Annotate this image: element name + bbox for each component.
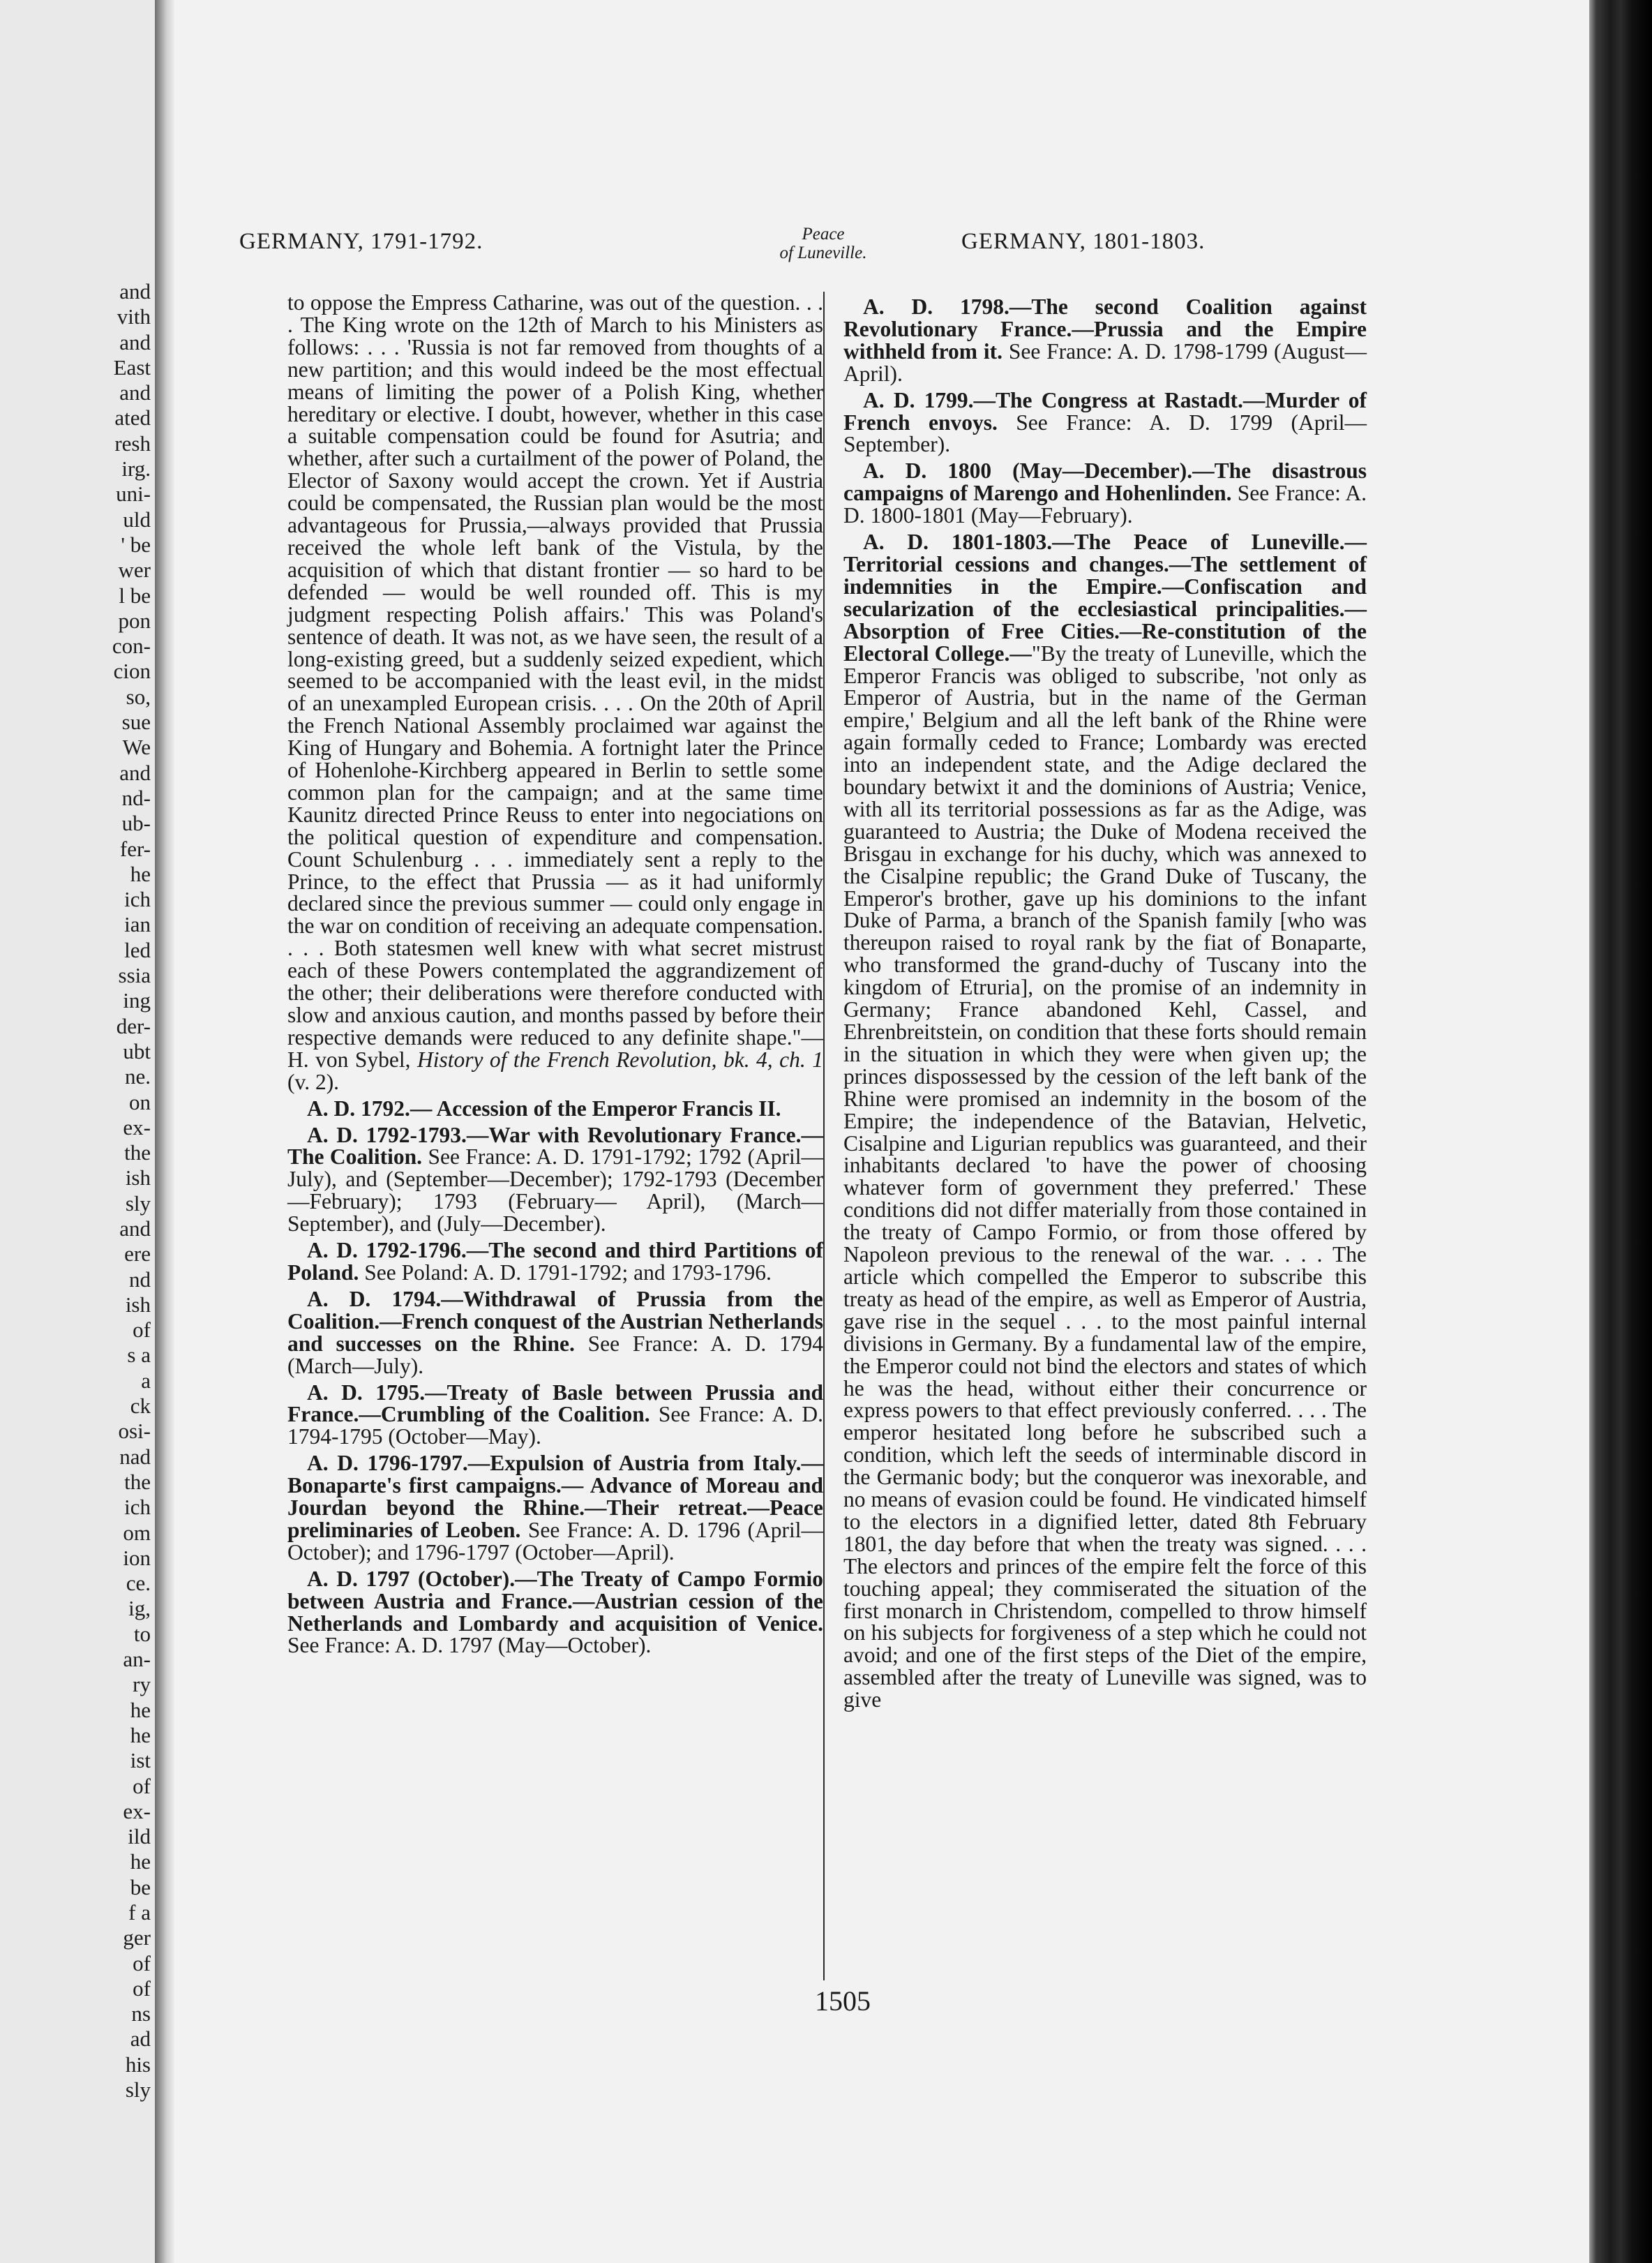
facing-page-line-fragment: ian <box>124 912 151 937</box>
entry-heading: A. D. 1798.—The second Coalition against Revolutionary France.—Prussia and the Empire withheld from it. <box>843 294 1367 364</box>
facing-page-line-fragment: of <box>133 1976 151 2001</box>
entry-heading: A. D. 1795.—Treaty of Basle between Prussia and France.—Crumbling of the Coalition. <box>287 1380 823 1427</box>
right-column <box>843 292 1367 1711</box>
entry-1801-1803 <box>843 531 1367 1711</box>
facing-page-line-fragment: and <box>119 329 151 354</box>
entry-heading: A. D. 1796-1797.—Expulsion of Austria from Italy.— Bonaparte's first campaigns.— Advance of Moreau and Jourdan beyond the Rhine.—Their retreat.—Peace preliminaries of Leoben. <box>287 1451 823 1542</box>
facing-page-line-fragment: the <box>124 1140 151 1165</box>
facing-page-line-fragment: pon <box>118 608 151 633</box>
facing-page-line-fragment: irg. <box>121 456 151 481</box>
running-head-center-line2: of Luneville. <box>779 244 867 262</box>
facing-page-line-fragment: to <box>133 1621 151 1646</box>
facing-page-line-fragment: sly <box>125 2077 151 2103</box>
facing-page-line-fragment: osi- <box>118 1419 151 1444</box>
quote-tail: (v. 2). <box>287 1069 340 1094</box>
facing-page-line-fragment: ry <box>133 1672 151 1697</box>
facing-page-line-fragment: ere <box>124 1241 151 1267</box>
facing-page-line-fragment: led <box>124 937 151 962</box>
entry-heading: A. D. 1797 (October).—The Treaty of Campo Formio between Austria and France.—Austrian cession of the Netherlands and Lombardy and acquisition of Venice. <box>287 1566 823 1636</box>
facing-page-line-fragment: ne. <box>124 1064 151 1089</box>
facing-page-text-fragments <box>4 279 151 2103</box>
facing-page-line-fragment: nd <box>129 1267 151 1292</box>
entry-1799 <box>843 389 1367 456</box>
entry-see-reference: See France: A. D. 1800-1801 (May—February). <box>843 481 1367 528</box>
entry-1795 <box>287 1382 823 1449</box>
facing-page-line-fragment: ubt <box>123 1038 151 1063</box>
facing-page-line-fragment: ex- <box>123 1114 151 1140</box>
facing-page-line-fragment: ing <box>123 988 151 1013</box>
facing-page-line-fragment: sue <box>121 710 151 735</box>
facing-page-line-fragment: he <box>130 1722 151 1747</box>
left-column <box>287 292 823 1657</box>
facing-page-line-fragment: fer- <box>119 836 151 861</box>
facing-page-line-fragment: ex- <box>123 1798 151 1823</box>
facing-page-line-fragment: cion <box>113 659 151 684</box>
facing-page-line-fragment: der- <box>116 1013 151 1038</box>
facing-page-line-fragment: be <box>130 1874 151 1899</box>
running-head-left: GERMANY, 1791-1792. <box>239 229 483 254</box>
quote-citation: History of the French Revolution, bk. 4, ch. 1 <box>416 1047 824 1072</box>
entry-1800 <box>843 460 1367 527</box>
facing-page-line-fragment: ns <box>131 2001 151 2026</box>
entry-see-reference: See France: A. D. 1794-1795 (October—May). <box>287 1402 823 1449</box>
facing-page-line-fragment: f a <box>128 1900 151 1925</box>
facing-page-line-fragment: of <box>133 1773 151 1798</box>
entry-1796-1797 <box>287 1452 823 1564</box>
entry-see-reference: See France: A. D. 1799 (April—September). <box>843 410 1367 457</box>
facing-page-line-fragment: l be <box>119 583 151 608</box>
facing-page-line-fragment: nd- <box>121 785 151 810</box>
running-head-center-line1: Peace <box>802 225 845 244</box>
facing-page-line-fragment: ild <box>128 1824 151 1849</box>
facing-page-line-fragment: ad <box>130 2026 151 2052</box>
facing-page-line-fragment: ger <box>123 1925 151 1950</box>
entry-heading: A. D. 1801-1803.—The Peace of Luneville.—Territorial cessions and changes.—The settlement of indemnities in the Empire.—Confiscation and secularization of the ecclesiastical principalities.—Absorption of Free Cities.—Re-constitution of the Electoral College.— <box>843 530 1367 666</box>
facing-page-line-fragment: We <box>122 735 151 760</box>
book-gutter <box>155 0 174 2263</box>
entry-body: "By the treaty of Luneville, which the Emperor Francis was obliged to subscribe, 'not only as Emperor of Austria, but in the name of the German empire,' Belgium and all the left bank of the Rhine were again formally ceded to France; Lombardy was erected into an independent state, and the Adige declared the boundary betwixt it and the dominions of Austria; Venice, with all its territorial possessions as far as the Adige, was guaranteed to Austria; the Duke of Modena received the Brisgau in exchange for his duchy, which was annexed to the Cisalpine republic; the Grand Duke of Tuscany, the Emperor's brother, gave up his dominions to the infant Duke of Parma, a branch of the Spanish family [who was thereupon raised to royal rank by the fiat of Bonaparte, who transformed the grand-duchy of Tuscany into the kingdom of Etruria], on the promise of an indemnity in Germany; France abandoned Kehl, Cassel, and Ehrenbreitstein, on condition that these forts should remain in the situation in which they were when given up; the princes dispossessed by the cession of the left bank of the Rhine were promised an indemnity in the bosom of the Empire; the independence of the Batavian, Helvetic, Cisalpine and Ligurian republics was guaranteed, and their inhabitants declared 'to have the power of choosing whatever form of government they preferred.' These conditions did not differ materially from those contained in the treaty of Campo Formio, or from those offered by Napoleon previous to the renewal of the war. . . . The article which compelled the Emperor to subscribe this treaty as head of the empire, as well as Emperor of Austria, gave rise in the sequel . . . to the most painful internal divisions in Germany. By a fundamental law of the empire, the Emperor could not bind the electors and states of which he was the head, without either their concurrence or express powers to that effect previously conferred. . . . The emperor hesitated long before he subscribed such a condition, which left the seeds of interminable discord in the Germanic body; but the conqueror was inexorable, and no means of evasion could be found. He vindicated himself to the electors in a dignified letter, dated 8th February 1801, the day before that when the treaty was signed. . . . The electors and princes of the empire felt the force of this touching appeal; they commiserated the situation of the first monarch in Christendom, compelled to throw himself on his subjects for forgiveness of a step which he could not avoid; and one of the first steps of the Diet of the empire, assembled after the treaty of Luneville was signed, was to give <box>843 641 1367 1712</box>
facing-page-line-fragment: ub- <box>121 811 151 836</box>
entry-heading: A. D. 1792.— Accession of the Emperor Francis II. <box>307 1096 781 1121</box>
facing-page-line-fragment: ish <box>125 1292 151 1317</box>
facing-page-line-fragment: ce. <box>126 1571 151 1596</box>
facing-page-line-fragment: on <box>129 1089 151 1114</box>
facing-page-line-fragment: and <box>119 279 151 304</box>
facing-page-line-fragment: of <box>133 1317 151 1343</box>
facing-page-line-fragment: ion <box>123 1545 151 1570</box>
column-divider <box>823 292 825 1980</box>
facing-page-line-fragment: uni- <box>116 481 151 507</box>
facing-page-line-fragment: ssia <box>118 963 151 988</box>
facing-page-line-fragment: the <box>124 1469 151 1494</box>
facing-page-line-fragment: ich <box>124 887 151 912</box>
facing-page-line-fragment: so, <box>126 684 151 709</box>
entry-see-reference: See France: A. D. 1794 (March—July). <box>287 1331 823 1378</box>
running-head-right: GERMANY, 1801-1803. <box>961 229 1206 254</box>
facing-page-line-fragment: s a <box>127 1343 151 1368</box>
facing-page-line-fragment: he <box>130 1849 151 1874</box>
facing-page-line-fragment: nad <box>119 1444 151 1469</box>
facing-page-line-fragment: ' be <box>121 532 151 557</box>
entry-heading: A. D. 1799.—The Congress at Rastadt.—Murder of French envoys. <box>843 387 1367 435</box>
facing-page-line-fragment: of <box>133 1950 151 1976</box>
page-number: 1505 <box>815 1985 871 2017</box>
sybel-quote <box>287 292 823 1093</box>
facing-page-line-fragment: and <box>119 1216 151 1241</box>
facing-page-line-fragment: East <box>113 354 151 380</box>
facing-page-line-fragment: om <box>123 1520 151 1545</box>
facing-page-line-fragment: uld <box>123 507 151 532</box>
entry-see-reference: See France: A. D. 1797 (May—October). <box>287 1633 652 1658</box>
entry-1792 <box>287 1098 823 1120</box>
facing-page-line-fragment: vith <box>117 304 151 329</box>
running-head-center <box>760 225 886 262</box>
facing-page-line-fragment: he <box>130 1697 151 1722</box>
facing-page-line-fragment: an- <box>123 1647 151 1672</box>
entry-1792-1793 <box>287 1124 823 1236</box>
entry-see-reference: See France: A. D. 1798-1799 (August—April). <box>843 338 1367 386</box>
facing-page-line-fragment: sly <box>125 1190 151 1216</box>
facing-page-line-fragment: and <box>119 380 151 405</box>
quote-text: to oppose the Empress Catharine, was out of the question. . . . The King wrote on the 12th of March to his Ministers as follows: . . . 'Russia is not far removed from thoughts of a new partition; and this would indeed be the most effectual means of limiting the power of a Polish King, whether hereditary or elective. I doubt, however, whether in this case a suitable compensation could be found for Asutria; and whether, after such a curtailment of the power of Poland, the Elector of Saxony would accept the crown. Yet if Austria could be compensated, the Russian plan would be the most advantageous for Prussia,—always provided that Prussia received the whole left bank of the Vistula, by the acquisition of which that distant frontier — so hard to be defended — would be well rounded off. This is my judgment respecting Polish affairs.' This was Poland's sentence of death. It was not, as we have seen, the result of a long-existing greed, but a suddenly seized expedient, which seemed to be accompanied with the least evil, in the midst of an unexampled European crisis. . . . On the 20th of April the French National Assembly proclaimed war against the King of Hungary and Bohemia. A fortnight later the Prince of Hohenlohe-Kirchberg appeared in Berlin to settle some common plan for the campaign; and at the same time Kaunitz directed Prince Reuss to enter into negociations on the political question of expenditure and compensation. Count Schulenburg . . . immediately sent a reply to the Prince, to the effect that Prussia — as it had uniformly declared since the previous summer — could only engage in the war on condition of receiving an adequate compensation. . . . Both statesmen well knew with what secret mistrust each of these Powers contemplated the aggrandizement of the other; their deliberations were therefore conducted with slow and anxious caution, and months passed by before their respective demands were reduced to any definite shape."— H. von Sybel, <box>287 290 823 1072</box>
facing-page-line-fragment: ish <box>125 1165 151 1190</box>
facing-page-edge <box>0 0 155 2263</box>
entry-1797 <box>287 1568 823 1657</box>
entry-heading: A. D. 1792-1796.—The second and third Partitions of Poland. <box>287 1238 823 1285</box>
entry-see-reference: See France: A. D. 1791-1792; 1792 (April—July), and (September—December); 1792-1793 (December—February); 1793 (February— April), (March—September), and (July—December). <box>287 1144 823 1237</box>
facing-page-line-fragment: ist <box>130 1748 151 1773</box>
facing-page-line-fragment: con- <box>112 634 151 659</box>
facing-page-line-fragment: ich <box>124 1495 151 1520</box>
entry-1798 <box>843 296 1367 385</box>
entry-see-reference: See France: A. D. 1796 (April—October); and 1796-1797 (October—April). <box>287 1517 823 1564</box>
facing-page-line-fragment: ated <box>114 405 151 431</box>
facing-page-line-fragment: ig, <box>128 1596 151 1621</box>
facing-page-line-fragment: wer <box>118 558 151 583</box>
entry-heading: A. D. 1792-1793.—War with Revolutionary France.—The Coalition. <box>287 1122 823 1170</box>
facing-page-line-fragment: and <box>119 760 151 785</box>
page-stack-edge <box>1589 0 1652 2263</box>
entry-see-reference: See Poland: A. D. 1791-1792; and 1793-1796. <box>359 1260 772 1285</box>
facing-page-line-fragment: resh <box>114 431 151 456</box>
entry-heading: A. D. 1794.—Withdrawal of Prussia from the Coalition.—French conquest of the Austrian Netherlands and successes on the Rhine. <box>287 1286 823 1356</box>
entry-heading: A. D. 1800 (May—December).—The disastrous campaigns of Marengo and Hohenlinden. <box>843 458 1367 506</box>
facing-page-line-fragment: he <box>130 861 151 886</box>
facing-page-line-fragment: a <box>141 1368 151 1393</box>
entry-1792-1796 <box>287 1239 823 1284</box>
entry-1794 <box>287 1288 823 1377</box>
facing-page-line-fragment: ck <box>130 1394 151 1419</box>
facing-page-line-fragment: his <box>125 2052 151 2077</box>
